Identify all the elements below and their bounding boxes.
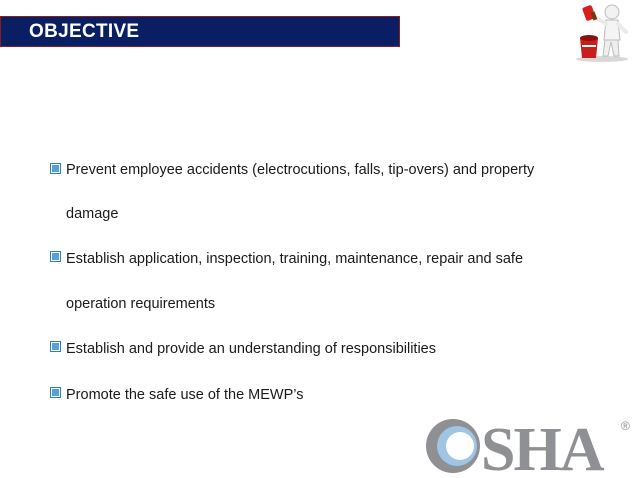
bullet-item <box>50 372 590 418</box>
bullet-item <box>50 148 590 192</box>
bullet-text-line: damage <box>66 206 119 222</box>
bullet-item <box>50 236 590 282</box>
square-bullet-icon <box>50 163 61 174</box>
bullet-text-line: Promote the safe use of the MEWP’s <box>66 387 304 403</box>
slide-title: OBJECTIVE <box>29 21 140 42</box>
bullet-text-line: Establish and provide an understanding of responsibilities <box>66 341 436 357</box>
bullet-list <box>50 148 590 418</box>
bullet-text-line: Establish application, inspection, training, maintenance, repair and safe <box>66 251 524 267</box>
title-banner <box>0 16 400 47</box>
registered-mark: ® <box>621 419 630 433</box>
osha-logo <box>423 414 635 478</box>
bullet-continuation <box>50 282 590 326</box>
square-bullet-icon <box>50 341 61 352</box>
bullet-item <box>50 326 590 372</box>
bullet-text-line: operation requirements <box>66 296 216 312</box>
square-bullet-icon <box>50 387 61 398</box>
logo-wordmark: SHA <box>481 416 603 478</box>
bullet-continuation <box>50 192 590 236</box>
bullet-text-line: Prevent employee accidents (electrocutions, falls, tip-overs) and property <box>66 162 535 178</box>
square-bullet-icon <box>50 251 61 262</box>
painter-figure-icon <box>568 2 632 62</box>
